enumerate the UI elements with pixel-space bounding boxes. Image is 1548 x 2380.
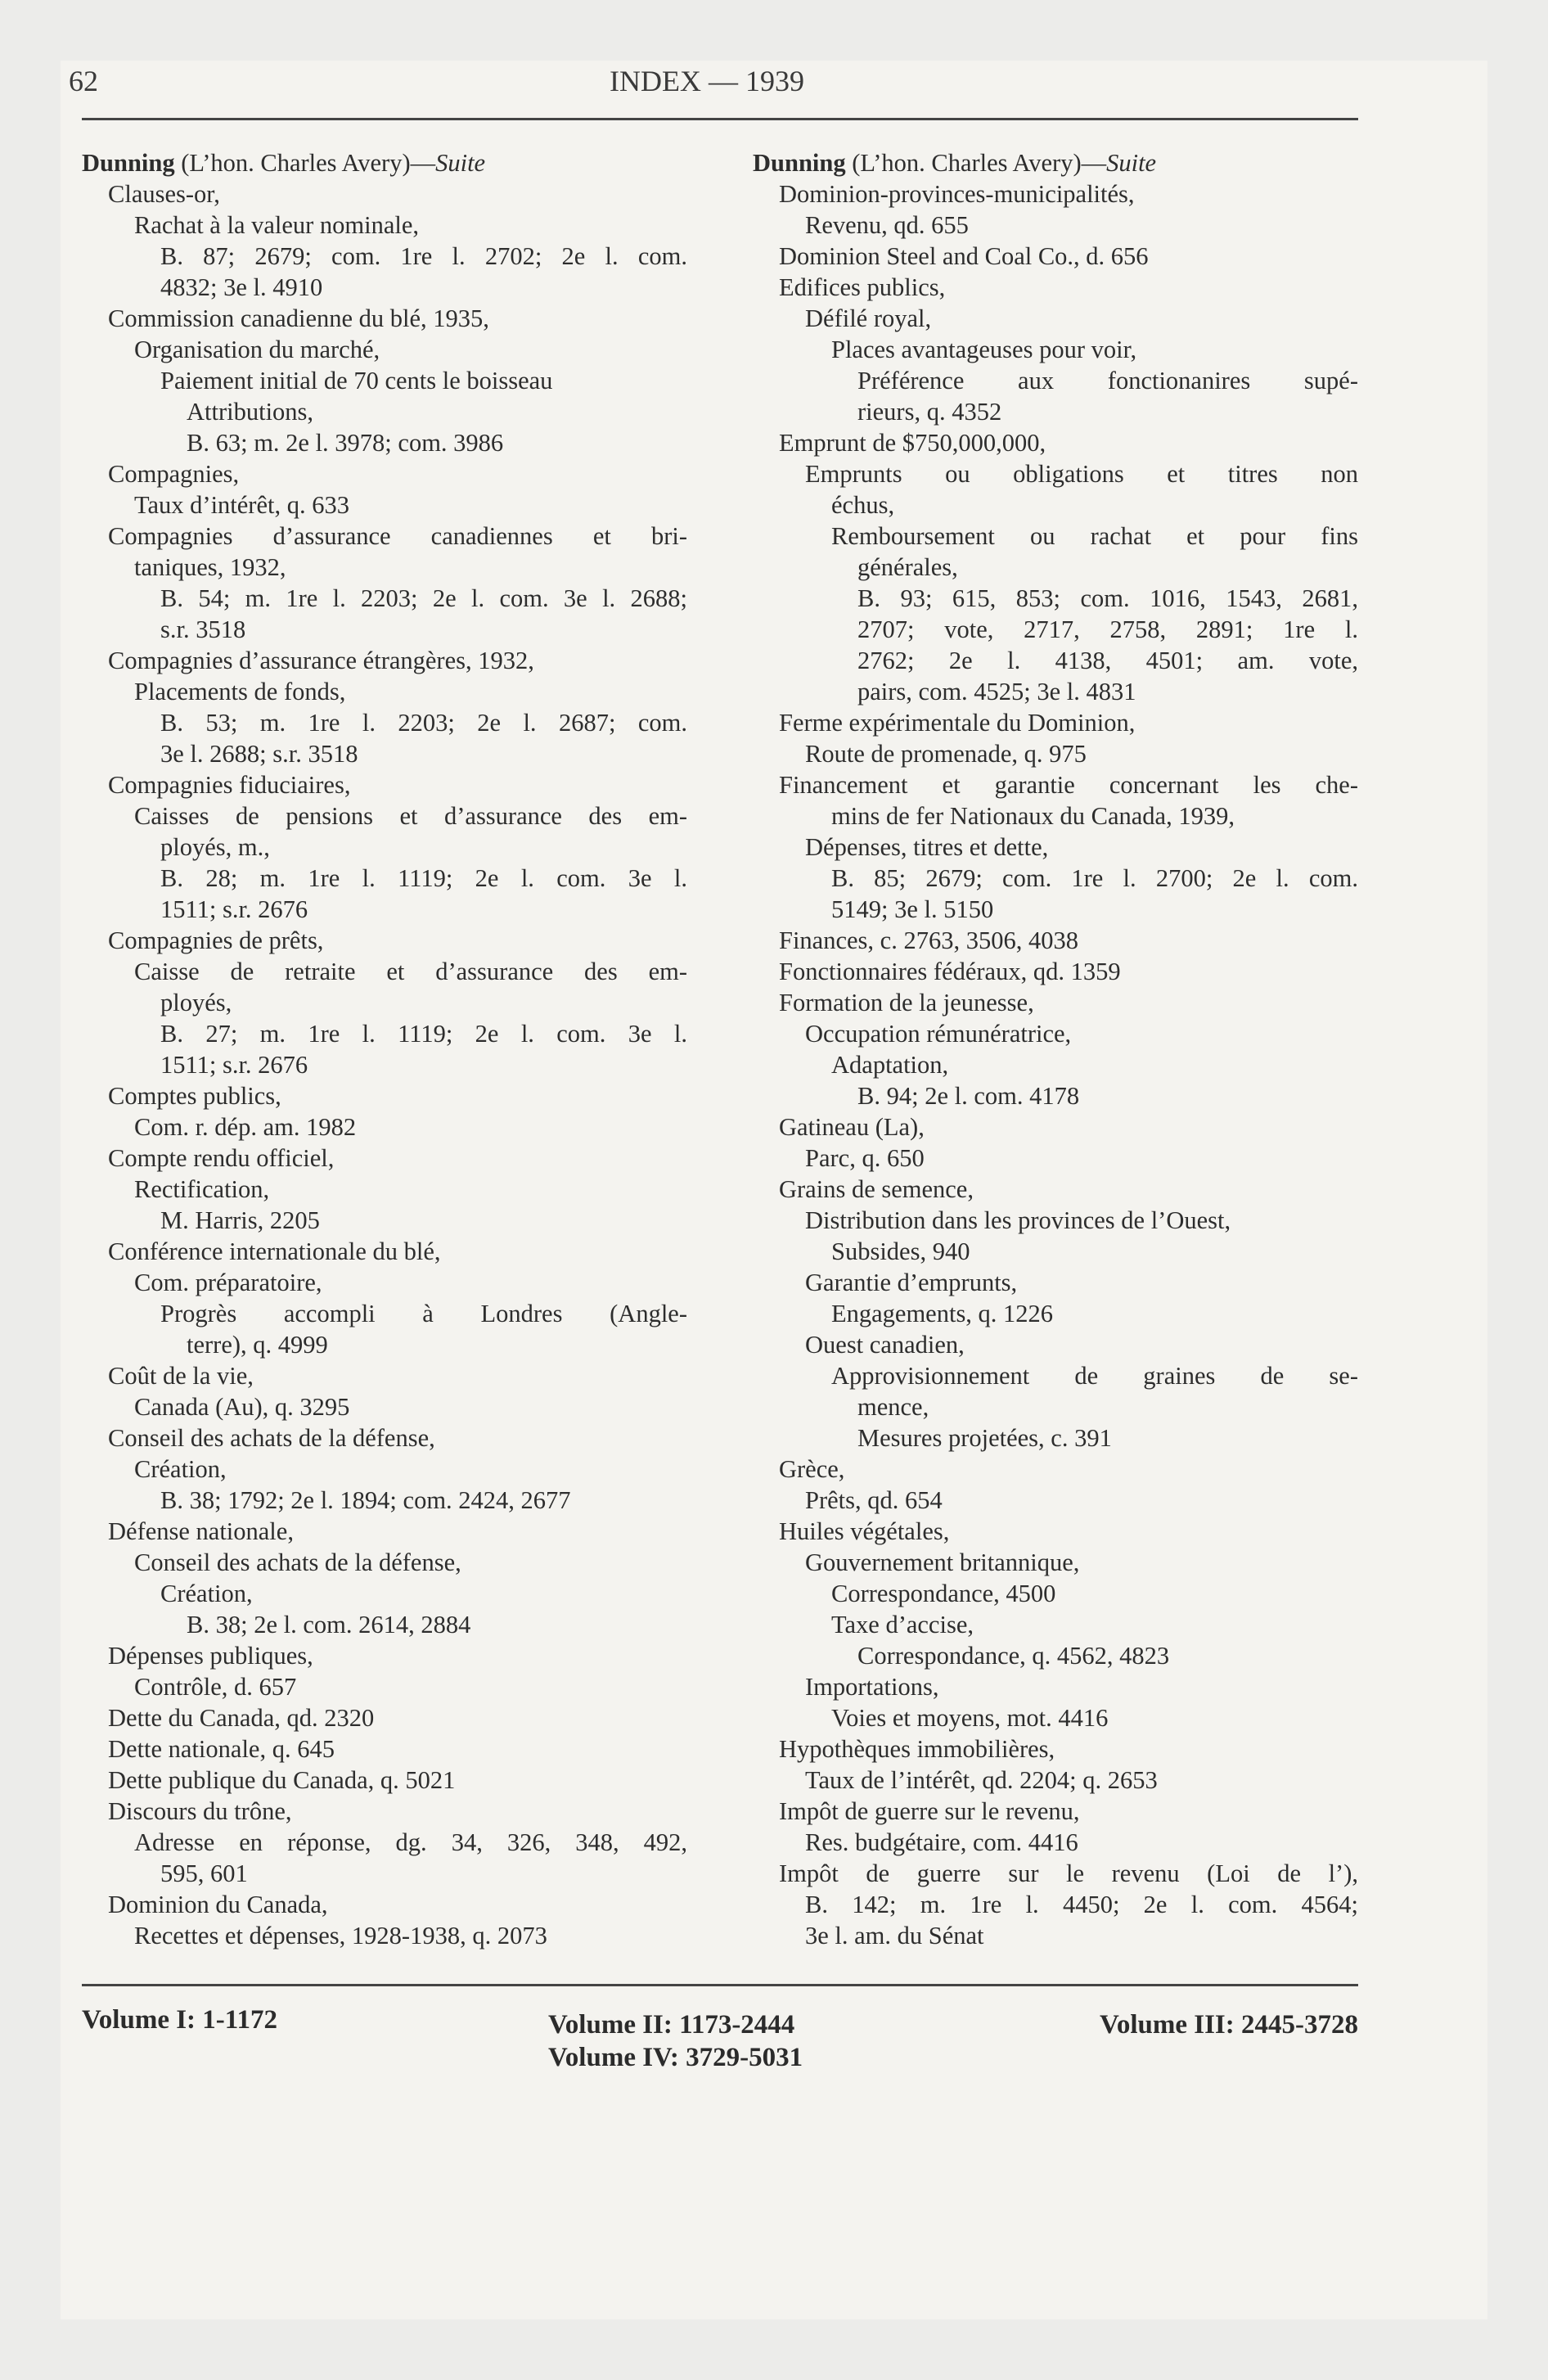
index-entry: Dépenses, titres et dette,	[805, 833, 1049, 861]
index-entry: Préférence aux fonctionanires supé-	[857, 367, 1358, 394]
index-entry: Création,	[134, 1455, 227, 1483]
index-entry: s.r. 3518	[160, 615, 246, 643]
index-entry: Dette nationale, q. 645	[108, 1735, 335, 1763]
index-entry: Dépenses publiques,	[108, 1642, 313, 1670]
index-entry: 2707; vote, 2717, 2758, 2891; 1re l.	[857, 615, 1358, 643]
index-entry: Emprunts ou obligations et titres non	[805, 460, 1358, 488]
index-entry: ployés,	[160, 989, 232, 1016]
index-entry: Compagnies d’assurance étrangères, 1932,	[108, 647, 534, 674]
index-entry: Remboursement ou rachat et pour fins	[831, 522, 1358, 550]
index-entry: M. Harris, 2205	[160, 1206, 320, 1234]
index-entry: Paiement initial de 70 cents le boisseau	[160, 367, 553, 394]
index-entry: Adaptation,	[831, 1051, 949, 1079]
index-entry: Dominion Steel and Coal Co., d. 656	[779, 242, 1149, 270]
index-entry: 3e l. 2688; s.r. 3518	[160, 740, 358, 768]
page-header	[69, 64, 1345, 113]
volume-footer	[82, 2005, 1358, 2079]
index-entry: Dette publique du Canada, q. 5021	[108, 1766, 456, 1794]
page-number: 62	[69, 65, 98, 97]
index-entry: Compagnies de prêts,	[108, 926, 324, 954]
index-column-right	[753, 147, 1358, 1951]
index-entry: Formation de la jeunesse,	[779, 989, 1034, 1016]
volume-3-range: Volume III: 2445-3728	[1100, 2010, 1358, 2040]
index-entry: B. 28; m. 1re l. 1119; 2e l. com. 3e l.	[160, 864, 687, 892]
index-entry: Conseil des achats de la défense,	[108, 1424, 435, 1452]
index-entry: Adresse en réponse, dg. 34, 326, 348, 492,	[134, 1828, 687, 1856]
index-entry: Impôt de guerre sur le revenu,	[779, 1797, 1080, 1825]
index-entry: Caisses de pensions et d’assurance des em-	[134, 802, 687, 830]
index-entry: Gatineau (La),	[779, 1113, 925, 1141]
index-entry: Subsides, 940	[831, 1237, 970, 1265]
index-entry: B. 38; 2e l. com. 2614, 2884	[187, 1611, 471, 1639]
index-entry: échus,	[831, 491, 895, 519]
index-entry: Défilé royal,	[805, 304, 932, 332]
index-entry: Discours du trône,	[108, 1797, 292, 1825]
index-entry: Conseil des achats de la défense,	[134, 1548, 461, 1576]
index-column-left	[82, 147, 687, 1951]
index-entry: Placements de fonds,	[134, 678, 346, 705]
index-entry: Conférence internationale du blé,	[108, 1237, 441, 1265]
index-entry: Parc, q. 650	[805, 1144, 925, 1172]
index-entry: B. 93; 615, 853; com. 1016, 1543, 2681,	[857, 584, 1358, 612]
entry-heading-suite: Suite	[1106, 149, 1157, 177]
index-entry: Dominion-provinces-municipalités,	[779, 180, 1135, 208]
index-entry: rieurs, q. 4352	[857, 398, 1002, 426]
index-entry: Grèce,	[779, 1455, 845, 1483]
index-entry: Attributions,	[187, 398, 314, 426]
index-entry: Canada (Au), q. 3295	[134, 1393, 350, 1421]
index-entry: Progrès accompli à Londres (Angle-	[160, 1300, 687, 1327]
index-entry: 3e l. am. du Sénat	[805, 1922, 984, 1950]
index-entry: Compagnies fiduciaires,	[108, 771, 351, 799]
index-entry: Fonctionnaires fédéraux, qd. 1359	[779, 958, 1121, 985]
index-entry: 4832; 3e l. 4910	[160, 273, 323, 301]
index-entry	[82, 147, 687, 178]
index-entry: Taux d’intérêt, q. 633	[134, 491, 349, 519]
volume-1-range: Volume I: 1-1172	[82, 2005, 277, 2035]
footer-rule	[82, 1984, 1358, 1986]
index-entry: mence,	[857, 1393, 929, 1421]
index-entry: terre), q. 4999	[187, 1331, 328, 1359]
index-entry: Grains de semence,	[779, 1175, 974, 1203]
index-entry: Huiles végétales,	[779, 1517, 950, 1545]
index-entry: Caisse de retraite et d’assurance des em-	[134, 958, 687, 985]
index-entry: Compagnies d’assurance canadiennes et bri-	[108, 522, 687, 550]
running-title: INDEX — 1939	[610, 65, 804, 97]
index-entry: Mesures projetées, c. 391	[857, 1424, 1112, 1452]
index-entry: Edifices publics,	[779, 273, 946, 301]
index-entry: Taxe d’accise,	[831, 1611, 974, 1639]
index-entry: Correspondance, q. 4562, 4823	[857, 1642, 1170, 1670]
volume-2-range: Volume II: 1173-2444	[548, 2010, 795, 2040]
index-entry: ployés, m.,	[160, 833, 270, 861]
volume-4-range: Volume IV: 3729-5031	[548, 2043, 803, 2072]
index-entry: Création,	[160, 1580, 253, 1607]
index-entry: Compagnies,	[108, 460, 240, 488]
index-entry: B. 63; m. 2e l. 3978; com. 3986	[187, 429, 504, 457]
index-entry: Dominion du Canada,	[108, 1891, 328, 1918]
index-entry: Gouvernement britannique,	[805, 1548, 1080, 1576]
index-entry: générales,	[857, 553, 958, 581]
index-entry: pairs, com. 4525; 3e l. 4831	[857, 678, 1136, 705]
index-entry: Prêts, qd. 654	[805, 1486, 943, 1514]
index-entry: B. 54; m. 1re l. 2203; 2e l. com. 3e l. 2688;	[160, 584, 687, 612]
index-entry: Com. préparatoire,	[134, 1269, 322, 1296]
index-entry: Compte rendu officiel,	[108, 1144, 335, 1172]
index-entry: Impôt de guerre sur le revenu (Loi de l’),	[779, 1859, 1358, 1887]
index-entry: B. 27; m. 1re l. 1119; 2e l. com. 3e l.	[160, 1020, 687, 1048]
index-entry: B. 85; 2679; com. 1re l. 2700; 2e l. com.	[831, 864, 1358, 892]
index-entry: B. 53; m. 1re l. 2203; 2e l. 2687; com.	[160, 709, 687, 737]
index-entry: Dette du Canada, qd. 2320	[108, 1704, 375, 1732]
index-entry: Rachat à la valeur nominale,	[134, 211, 420, 239]
index-entry: Rectification,	[134, 1175, 270, 1203]
index-entry: B. 94; 2e l. com. 4178	[857, 1082, 1080, 1110]
index-entry: B. 87; 2679; com. 1re l. 2702; 2e l. com.	[160, 242, 687, 270]
index-entry: B. 142; m. 1re l. 4450; 2e l. com. 4564;	[805, 1891, 1358, 1918]
index-entry: Correspondance, 4500	[831, 1580, 1056, 1607]
index-entry: Route de promenade, q. 975	[805, 740, 1087, 768]
index-entry: Distribution dans les provinces de l’Ouest,	[805, 1206, 1231, 1234]
index-entry: Res. budgétaire, com. 4416	[805, 1828, 1078, 1856]
entry-heading-suite: Suite	[435, 149, 486, 177]
index-entry: Comptes publics,	[108, 1082, 281, 1110]
index-entry: Garantie d’emprunts,	[805, 1269, 1018, 1296]
index-entry	[753, 147, 1358, 178]
index-entry: taniques, 1932,	[134, 553, 286, 581]
index-entry: Organisation du marché,	[134, 336, 380, 363]
index-entry: Contrôle, d. 657	[134, 1673, 297, 1701]
index-entry: 595, 601	[160, 1859, 248, 1887]
index-entry: Places avantageuses pour voir,	[831, 336, 1137, 363]
index-entry: Clauses-or,	[108, 180, 220, 208]
index-entry: Taux de l’intérêt, qd. 2204; q. 2653	[805, 1766, 1158, 1794]
index-entry: Commission canadienne du blé, 1935,	[108, 304, 489, 332]
index-entry: 2762; 2e l. 4138, 4501; am. vote,	[857, 647, 1358, 674]
entry-heading-qualifier: (L’hon. Charles Avery)—	[845, 149, 1107, 177]
index-entry: Revenu, qd. 655	[805, 211, 969, 239]
index-entry: Financement et garantie concernant les che-	[779, 771, 1358, 799]
index-entry: Voies et moyens, mot. 4416	[831, 1704, 1109, 1732]
index-entry: Com. r. dép. am. 1982	[134, 1113, 357, 1141]
index-entry: Approvisionnement de graines de se-	[831, 1362, 1358, 1390]
index-entry: Recettes et dépenses, 1928-1938, q. 2073	[134, 1922, 547, 1950]
index-entry: mins de fer Nationaux du Canada, 1939,	[831, 802, 1235, 830]
index-entry: Ouest canadien,	[805, 1331, 965, 1359]
entry-heading-qualifier: (L’hon. Charles Avery)—	[174, 149, 436, 177]
index-entry: 1511; s.r. 2676	[160, 1051, 308, 1079]
index-entry: Finances, c. 2763, 3506, 4038	[779, 926, 1078, 954]
index-entry: Ferme expérimentale du Dominion,	[779, 709, 1136, 737]
index-entry: Importations,	[805, 1673, 939, 1701]
index-entry: Défense nationale,	[108, 1517, 294, 1545]
header-rule	[82, 118, 1358, 120]
index-entry: Coût de la vie,	[108, 1362, 254, 1390]
entry-heading-name: Dunning	[753, 149, 846, 177]
index-entry: Engagements, q. 1226	[831, 1300, 1054, 1327]
index-entry: Occupation rémunératrice,	[805, 1020, 1072, 1048]
index-entry: Emprunt de $750,000,000,	[779, 429, 1046, 457]
entry-heading-name: Dunning	[82, 149, 175, 177]
index-entry: 1511; s.r. 2676	[160, 895, 308, 923]
index-entry: Hypothèques immobilières,	[779, 1735, 1055, 1763]
index-entry: B. 38; 1792; 2e l. 1894; com. 2424, 2677	[160, 1486, 571, 1514]
index-entry: 5149; 3e l. 5150	[831, 895, 994, 923]
